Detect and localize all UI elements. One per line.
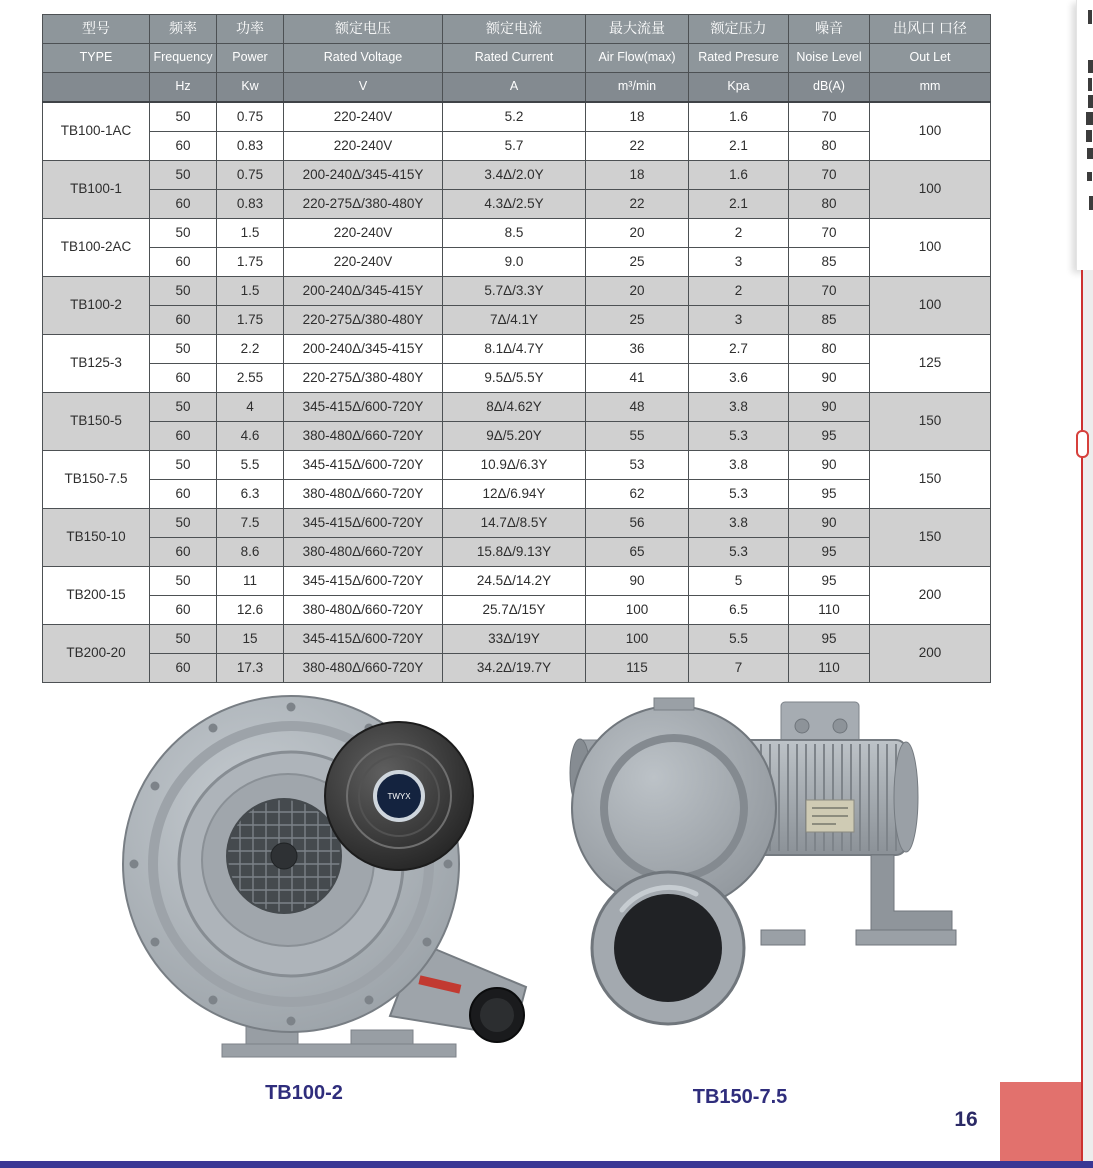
spec-value-cell: 12Δ/6.94Y <box>443 480 586 509</box>
spec-value-cell: 380-480Δ/660-720Y <box>284 596 443 625</box>
spec-value-cell: 95 <box>789 480 870 509</box>
spec-row <box>43 567 991 596</box>
spec-value-cell: 380-480Δ/660-720Y <box>284 422 443 451</box>
spec-row <box>43 509 991 538</box>
clipped-text-fragment <box>1086 112 1093 125</box>
spec-header-cell: dB(A) <box>789 73 870 103</box>
spec-header-cell: Rated Current <box>443 44 586 73</box>
clipped-text-fragment <box>1088 60 1093 73</box>
spec-header-cell: 频率 <box>150 15 217 44</box>
spec-outlet-cell: 100 <box>870 277 991 335</box>
spec-value-cell: 60 <box>150 306 217 335</box>
spec-value-cell: 220-240V <box>284 248 443 277</box>
spec-value-cell: 380-480Δ/660-720Y <box>284 654 443 683</box>
spec-row <box>43 654 991 683</box>
spec-row <box>43 306 991 335</box>
spec-value-cell: 345-415Δ/600-720Y <box>284 509 443 538</box>
spec-value-cell: 220-275Δ/380-480Y <box>284 306 443 335</box>
spec-outlet-cell: 100 <box>870 219 991 277</box>
spec-value-cell: 80 <box>789 335 870 364</box>
spec-value-cell: 50 <box>150 219 217 248</box>
spec-value-cell: 50 <box>150 277 217 306</box>
spec-value-cell: 41 <box>586 364 689 393</box>
spec-value-cell: 56 <box>586 509 689 538</box>
spec-model-cell: TB150-5 <box>43 393 150 451</box>
clipped-side-panel <box>1076 0 1093 270</box>
spec-value-cell: 200-240Δ/345-415Y <box>284 161 443 190</box>
spec-model-cell: TB100-2AC <box>43 219 150 277</box>
spec-value-cell: 50 <box>150 567 217 596</box>
spec-value-cell: 60 <box>150 538 217 567</box>
spec-value-cell: 62 <box>586 480 689 509</box>
pink-corner-block <box>1000 1082 1081 1168</box>
spec-value-cell: 1.75 <box>217 248 284 277</box>
spec-model-cell: TB100-2 <box>43 277 150 335</box>
spec-value-cell: 8Δ/4.62Y <box>443 393 586 422</box>
spec-model-cell: TB100-1AC <box>43 102 150 161</box>
spec-value-cell: 80 <box>789 132 870 161</box>
spec-value-cell: 10.9Δ/6.3Y <box>443 451 586 480</box>
spec-header-cell: Air Flow(max) <box>586 44 689 73</box>
spec-value-cell: 9.5Δ/5.5Y <box>443 364 586 393</box>
spec-value-cell: 90 <box>586 567 689 596</box>
spec-value-cell: 24.5Δ/14.2Y <box>443 567 586 596</box>
spec-value-cell: 90 <box>789 393 870 422</box>
spec-outlet-cell: 150 <box>870 451 991 509</box>
spec-value-cell: 60 <box>150 596 217 625</box>
spec-value-cell: 22 <box>586 132 689 161</box>
spec-value-cell: 3.6 <box>689 364 789 393</box>
spec-model-cell: TB200-15 <box>43 567 150 625</box>
spec-value-cell: 50 <box>150 393 217 422</box>
spec-value-cell: 2.2 <box>217 335 284 364</box>
spec-value-cell: 5.5 <box>689 625 789 654</box>
spec-value-cell: 200-240Δ/345-415Y <box>284 277 443 306</box>
spec-value-cell: 3 <box>689 306 789 335</box>
spec-value-cell: 5.7 <box>443 132 586 161</box>
spec-value-cell: 60 <box>150 422 217 451</box>
spec-value-cell: 60 <box>150 190 217 219</box>
spec-header-cell: 出风口 口径 <box>870 15 991 44</box>
clipped-text-fragment <box>1087 172 1092 181</box>
spec-value-cell: 2.55 <box>217 364 284 393</box>
spec-row <box>43 277 991 306</box>
spec-row <box>43 393 991 422</box>
spec-value-cell: 50 <box>150 161 217 190</box>
spec-value-cell: 345-415Δ/600-720Y <box>284 625 443 654</box>
spec-value-cell: 9.0 <box>443 248 586 277</box>
spec-value-cell: 220-240V <box>284 132 443 161</box>
spec-value-cell: 11 <box>217 567 284 596</box>
spec-header-cell: Power <box>217 44 284 73</box>
spec-value-cell: 15.8Δ/9.13Y <box>443 538 586 567</box>
spec-outlet-cell: 150 <box>870 393 991 451</box>
spec-model-cell: TB100-1 <box>43 161 150 219</box>
spec-value-cell: 2.1 <box>689 190 789 219</box>
spec-value-cell: 70 <box>789 161 870 190</box>
spec-value-cell: 70 <box>789 102 870 132</box>
spec-value-cell: 5.7Δ/3.3Y <box>443 277 586 306</box>
spec-value-cell: 95 <box>789 538 870 567</box>
spec-row <box>43 625 991 654</box>
spec-model-cell: TB125-3 <box>43 335 150 393</box>
spec-row <box>43 102 991 132</box>
spec-value-cell: 5.3 <box>689 538 789 567</box>
spec-value-cell: 14.7Δ/8.5Y <box>443 509 586 538</box>
spec-value-cell: 25 <box>586 248 689 277</box>
spec-value-cell: 345-415Δ/600-720Y <box>284 567 443 596</box>
spec-value-cell: 20 <box>586 277 689 306</box>
spec-value-cell: 8.1Δ/4.7Y <box>443 335 586 364</box>
spec-row <box>43 190 991 219</box>
spec-value-cell: 18 <box>586 161 689 190</box>
spec-value-cell: 50 <box>150 102 217 132</box>
spec-value-cell: 220-240V <box>284 219 443 248</box>
spec-value-cell: 8.5 <box>443 219 586 248</box>
spec-value-cell: 17.3 <box>217 654 284 683</box>
twyx-logo-text: TWYX <box>387 792 411 801</box>
red-capsule-marker <box>1076 430 1089 458</box>
blower-front-illustration <box>96 684 528 1068</box>
clipped-text-fragment <box>1088 95 1093 108</box>
spec-value-cell: 95 <box>789 567 870 596</box>
spec-row <box>43 451 991 480</box>
spec-value-cell: 5.3 <box>689 422 789 451</box>
spec-value-cell: 85 <box>789 306 870 335</box>
spec-value-cell: 3.4Δ/2.0Y <box>443 161 586 190</box>
spec-value-cell: 70 <box>789 277 870 306</box>
blower-front-image <box>96 684 528 1068</box>
spec-value-cell: 2.1 <box>689 132 789 161</box>
blower-side-image <box>556 680 960 1044</box>
spec-value-cell: 380-480Δ/660-720Y <box>284 480 443 509</box>
spec-value-cell: 18 <box>586 102 689 132</box>
spec-value-cell: 60 <box>150 480 217 509</box>
spec-value-cell: 3.8 <box>689 393 789 422</box>
spec-value-cell: 60 <box>150 132 217 161</box>
spec-outlet-cell: 200 <box>870 625 991 683</box>
spec-value-cell: 90 <box>789 509 870 538</box>
spec-model-cell: TB150-7.5 <box>43 451 150 509</box>
spec-value-cell: 380-480Δ/660-720Y <box>284 538 443 567</box>
spec-value-cell: 70 <box>789 219 870 248</box>
spec-row <box>43 219 991 248</box>
bottom-blue-bar <box>0 1161 1093 1168</box>
spec-value-cell: 2 <box>689 219 789 248</box>
spec-header-cell: Kpa <box>689 73 789 103</box>
spec-value-cell: 1.6 <box>689 102 789 132</box>
spec-header-cell: 噪音 <box>789 15 870 44</box>
spec-value-cell: 220-275Δ/380-480Y <box>284 364 443 393</box>
caption-left-model: TB100-2 <box>265 1082 343 1104</box>
spec-row <box>43 132 991 161</box>
spec-value-cell: 12.6 <box>217 596 284 625</box>
spec-value-cell: 220-240V <box>284 102 443 132</box>
page-gutter <box>1083 270 1093 1168</box>
spec-outlet-cell: 100 <box>870 102 991 161</box>
spec-value-cell: 3.8 <box>689 509 789 538</box>
spec-header-cell: m³/min <box>586 73 689 103</box>
spec-outlet-cell: 200 <box>870 567 991 625</box>
spec-header-cell: Kw <box>217 73 284 103</box>
spec-value-cell: 3 <box>689 248 789 277</box>
spec-value-cell: 50 <box>150 509 217 538</box>
spec-value-cell: 53 <box>586 451 689 480</box>
spec-value-cell: 20 <box>586 219 689 248</box>
spec-table-body <box>43 102 991 683</box>
spec-header-cell: Rated Presure <box>689 44 789 73</box>
spec-model-cell: TB150-10 <box>43 509 150 567</box>
spec-value-cell: 50 <box>150 625 217 654</box>
spec-value-cell: 0.75 <box>217 161 284 190</box>
spec-value-cell: 34.2Δ/19.7Y <box>443 654 586 683</box>
spec-value-cell: 220-275Δ/380-480Y <box>284 190 443 219</box>
spec-value-cell: 36 <box>586 335 689 364</box>
spec-value-cell: 60 <box>150 248 217 277</box>
spec-value-cell: 2 <box>689 277 789 306</box>
spec-value-cell: 90 <box>789 451 870 480</box>
spec-value-cell: 115 <box>586 654 689 683</box>
spec-header-cell: 额定电流 <box>443 15 586 44</box>
spec-row <box>43 596 991 625</box>
spec-value-cell: 6.5 <box>689 596 789 625</box>
spec-value-cell: 5.3 <box>689 480 789 509</box>
page-number: 16 <box>954 1108 978 1131</box>
spec-value-cell: 4 <box>217 393 284 422</box>
spec-header-cell: mm <box>870 73 991 103</box>
blower-side-illustration <box>556 680 960 1044</box>
red-divider-line <box>1081 270 1083 1168</box>
spec-value-cell: 0.83 <box>217 190 284 219</box>
spec-value-cell: 1.6 <box>689 161 789 190</box>
spec-header-cell: Out Let <box>870 44 991 73</box>
spec-value-cell: 65 <box>586 538 689 567</box>
spec-value-cell: 6.3 <box>217 480 284 509</box>
spec-value-cell: 5.5 <box>217 451 284 480</box>
spec-header-cell: 功率 <box>217 15 284 44</box>
spec-value-cell: 110 <box>789 596 870 625</box>
spec-header-cell <box>43 73 150 103</box>
spec-value-cell: 4.6 <box>217 422 284 451</box>
spec-value-cell: 50 <box>150 451 217 480</box>
spec-value-cell: 90 <box>789 364 870 393</box>
spec-header-cell: TYPE <box>43 44 150 73</box>
spec-header-cell: V <box>284 73 443 103</box>
spec-value-cell: 48 <box>586 393 689 422</box>
spec-header-cell: 额定电压 <box>284 15 443 44</box>
spec-header-cell: Frequency <box>150 44 217 73</box>
spec-table <box>42 14 991 683</box>
spec-value-cell: 100 <box>586 596 689 625</box>
spec-value-cell: 22 <box>586 190 689 219</box>
caption-right-model: TB150-7.5 <box>692 1086 788 1108</box>
spec-header-cell: Rated Voltage <box>284 44 443 73</box>
spec-header-cell: 最大流量 <box>586 15 689 44</box>
spec-row <box>43 538 991 567</box>
spec-value-cell: 25.7Δ/15Y <box>443 596 586 625</box>
spec-value-cell: 8.6 <box>217 538 284 567</box>
spec-value-cell: 0.75 <box>217 102 284 132</box>
spec-value-cell: 1.75 <box>217 306 284 335</box>
spec-header-cell: Hz <box>150 73 217 103</box>
motor-cover-disc <box>325 722 473 870</box>
spec-value-cell: 60 <box>150 654 217 683</box>
spec-value-cell: 15 <box>217 625 284 654</box>
spec-outlet-cell: 100 <box>870 161 991 219</box>
spec-value-cell: 9Δ/5.20Y <box>443 422 586 451</box>
clipped-text-fragment <box>1087 148 1093 159</box>
spec-value-cell: 2.7 <box>689 335 789 364</box>
spec-value-cell: 345-415Δ/600-720Y <box>284 451 443 480</box>
spec-value-cell: 100 <box>586 625 689 654</box>
spec-value-cell: 5 <box>689 567 789 596</box>
clipped-text-fragment <box>1088 10 1092 24</box>
spec-value-cell: 200-240Δ/345-415Y <box>284 335 443 364</box>
spec-row <box>43 422 991 451</box>
clipped-text-fragment <box>1086 130 1092 142</box>
spec-value-cell: 345-415Δ/600-720Y <box>284 393 443 422</box>
spec-value-cell: 55 <box>586 422 689 451</box>
clipped-text-fragment <box>1088 78 1092 91</box>
spec-outlet-cell: 150 <box>870 509 991 567</box>
clipped-text-fragment <box>1089 196 1093 210</box>
spec-table-head <box>43 15 991 103</box>
spec-value-cell: 1.5 <box>217 219 284 248</box>
spec-value-cell: 60 <box>150 364 217 393</box>
spec-value-cell: 7 <box>689 654 789 683</box>
spec-row <box>43 364 991 393</box>
spec-header-cell: Noise Level <box>789 44 870 73</box>
spec-value-cell: 1.5 <box>217 277 284 306</box>
spec-value-cell: 5.2 <box>443 102 586 132</box>
spec-value-cell: 7.5 <box>217 509 284 538</box>
spec-header-cell: 型号 <box>43 15 150 44</box>
spec-value-cell: 50 <box>150 335 217 364</box>
spec-row <box>43 161 991 190</box>
spec-row <box>43 248 991 277</box>
spec-value-cell: 3.8 <box>689 451 789 480</box>
spec-row <box>43 335 991 364</box>
spec-model-cell: TB200-20 <box>43 625 150 683</box>
spec-value-cell: 25 <box>586 306 689 335</box>
spec-header-cell: A <box>443 73 586 103</box>
spec-header-cell: 额定压力 <box>689 15 789 44</box>
spec-value-cell: 110 <box>789 654 870 683</box>
spec-value-cell: 0.83 <box>217 132 284 161</box>
spec-value-cell: 4.3Δ/2.5Y <box>443 190 586 219</box>
spec-value-cell: 7Δ/4.1Y <box>443 306 586 335</box>
spec-outlet-cell: 125 <box>870 335 991 393</box>
spec-value-cell: 85 <box>789 248 870 277</box>
spec-value-cell: 33Δ/19Y <box>443 625 586 654</box>
spec-value-cell: 80 <box>789 190 870 219</box>
spec-value-cell: 95 <box>789 422 870 451</box>
spec-row <box>43 480 991 509</box>
spec-value-cell: 95 <box>789 625 870 654</box>
